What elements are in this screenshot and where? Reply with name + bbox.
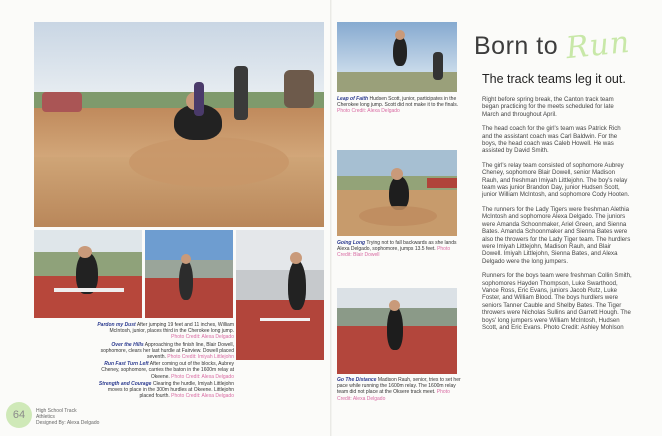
caption-over-the-hills: Over the Hills Approaching the finish line, Blair Dowell, sophomore, clears her last hurdle at Fairview. Dowell placed seventh. Photo Credit: Imiyah Littlejohn [100,341,234,361]
hurdle-photo-1 [34,230,142,318]
caption-strength-and-courage: Strength and Courage Clearing the hurdle, Imiyah Littlejohn moves to place in the 300m hurdles at Okeene. Littlejohn placed fourth. Photo Credit: Alexa Delgado [98,380,234,400]
caption-stack [96,322,234,399]
folio-text [36,408,116,426]
page-title [474,24,644,76]
body-paragraph: The runners for the Lady Tigers were freshman Alethia McIntosh and sophomore Alexa Delgado. The juniors were Amanda Schoonmaker, Ariel Green, and Sienna Bates. Amanda Schoonmaker and Sienna Bates were also the throwers for the Lady Tiger team. The hurdlers were Imiyah Littlejohn, Madison Rauh, and Blair Dowell. Imiyah Littlejohn, Sienna Bates, and Alexa Delgado were the long jumpers. [482,205,631,265]
caption-leap-of-faith: Leap of Faith Hudsen Scott, junior, participates in the Cherokee long jump. Scott did not make it to the finals. Photo Credit: Alexa Delgado [337,96,459,115]
subhead: The track teams leg it out. [482,72,626,86]
body-paragraph: Runners for the boys team were freshman Collin Smith, sophomores Hayden Thompson, Luke Swarthood, Vance Ross, Eric Evans, juniors Jacob Rutz, Luke Foster, and William Blood. The boys hurdlers were seniors Tanner Cauble and Shelby Bates. The Tiger throwers were Nicholas Sullins and Garrett Hough. The boys' long jumpers were William McIntosh, Hudsen Scott, and Eric Evans. Photo Credit: Ashley Mohlson [482,272,632,331]
hurdle-photo-2 [145,230,233,318]
title-script: Run [564,24,632,67]
page-gutter [330,0,332,436]
body-copy [482,96,632,338]
folio-line-2: Athletics [36,414,55,420]
relay-photo [236,230,324,360]
body-paragraph: The head coach for the girl's team was Patrick Rich and the assistant coach was Carl Baldwin. For the boys, the head coach was Caleb Howell. He was assisted by David Smith. [482,125,621,155]
folio-line-3: Designed By: Alexa Delgado [36,420,100,426]
leap-of-faith-photo [337,22,457,92]
caption-going-long: Going Long Trying not to fall backwards as she lands Alexa Delgado, sophomore, jumps 13.5 feet. Photo Credit: Blair Dowell [337,240,457,259]
folio-line-1: High School Track [36,408,77,414]
caption-pardon-my-dust: Pardon my Dust After jumping 19 feet and 11 inches, William McIntosh, junior, places third in the Cherokee long jump. Photo Credit: Alexa Delgado [97,322,234,341]
going-long-photo [337,150,457,236]
go-the-distance-photo [337,288,457,374]
caption-run-fast-turn-left: Run Fast Turn Left After coming out of the blocks, Aubrey Cheney, sophomore, carries the baton in the 1600m relay at Okeene. Photo Credit: Alexa Delgado [101,361,234,380]
caption-go-the-distance: Go The Distance Madison Rauh, senior, tries to set her pace while running the 1600m relay. The 1600m relay team did not place at the Oksere track meet. Photo Credit: Alexa Delgado [337,377,461,402]
body-paragraph: The girl's relay team consisted of sophomore Aubrey Cheney, sophomore Blair Dowell, senior Madison Rauh, and freshman Imiyah Littlejohn. The boy's relay team was junior Brandon Day, junior Hudsen Scott, junior William McIntosh, and sophomore Cody Hooten. [482,161,630,199]
page-number: 64 [6,402,32,428]
long-jump-photo [34,22,324,227]
title-main: Born to [474,32,559,60]
body-paragraph: Right before spring break, the Canton track team began practicing for the meets scheduled for late March and throughout April. [482,96,614,118]
